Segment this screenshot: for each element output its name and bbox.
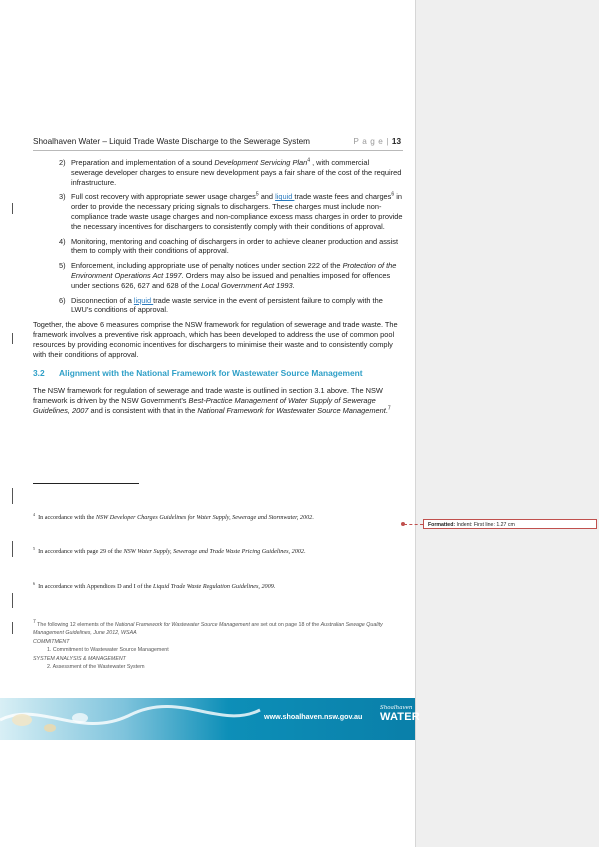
list-item: 3) Full cost recovery with appropriate sewer usage charges$^5$ and liquid trade waste fees and charges$^6$ in order to provide the necessary pricing signals to dischargers. These charges must include non-compliance trade waste usage charges and non-compliance excess mass charges in order to provide the necessary incentives for dischargers to consistently comply with their conditions of approval.	[59, 191, 403, 231]
footnote: $^4$ In accordance with the NSW Developer Charges Guidelines for Water Supply, Sewerage and Stormwater, 2002.	[33, 511, 314, 521]
change-bar	[12, 541, 13, 557]
tracked-insertion-link[interactable]: liquid	[275, 192, 295, 202]
list-item: 2) Preparation and implementation of a sound Development Servicing Plan$^4$ , with commercial sewerage developer charges to ensure new development pays a fair share of the cost of the required infrastructure.	[59, 157, 402, 187]
change-bar	[12, 488, 13, 504]
paragraph: Together, the above 6 measures comprise the NSW framework for regulation of sewerage and trade waste. The framework involves a preventive risk approach, which has been developed to address the use of common pool resources by providing economic incentives for dischargers to minimise their waste and to consistently comply with their conditions of approval.	[33, 320, 398, 359]
footnote-7: $^7$ The following 12 elements of the National Framework for Wastewater Source Management are set out on page 18 of the Australian Sewage Quality Management Guidelines, June 2012, WSAA COMMITMENT 1. Commitment to Wastewater Source Management SYSTEM ANALYSIS & MANAGEMENT 2. Assessment of the Wastewater System	[33, 619, 383, 671]
page-number-label: P a g e | 13	[353, 137, 401, 146]
footnote: $^5$ In accordance with page 29 of the NSW Water Supply, Sewerage and Trade Waste Pricing Guidelines, 2002.	[33, 545, 306, 555]
formatting-comment-balloon[interactable]: Formatted: Indent: First line: 1.27 cm	[423, 519, 597, 529]
page-number: 13	[391, 137, 401, 146]
change-bar	[12, 593, 13, 608]
website-url: www.shoalhaven.nsw.gov.au	[264, 712, 363, 721]
footnote-separator	[33, 483, 139, 484]
numbered-list	[33, 158, 403, 315]
change-bar	[12, 203, 13, 214]
shell-decoration	[0, 690, 270, 745]
list-item: 5) Enforcement, including appropriate use of penalty notices under section 222 of the Protection of the Environment Operations Act 1997. Orders may also be issued and penalties imposed for offences under sections 626, 627 and 628 of the Local Government Act 1993.	[59, 261, 397, 290]
shoalhaven-water-logo: Shoalhaven WATER	[380, 705, 420, 723]
comment-connector	[404, 524, 423, 525]
comments-margin-pane	[415, 0, 599, 847]
change-bar	[12, 333, 13, 344]
paragraph: The NSW framework for regulation of sewerage and trade waste is outlined in section 3.1 above. The NSW framework is driven by the NSW Government’s Best-Practice Management of Water Supply of Sewerage Guidelines, 2007 and is consistent with that in the National Framework for Wastewater Source Management.$^7$	[33, 386, 391, 415]
document-body	[33, 158, 403, 424]
list-item: 4) Monitoring, mentoring and coaching of dischargers in order to achieve cleaner production and assist them to comply with their conditions of approval.	[59, 236, 399, 256]
footnote: $^6$ In accordance with Appendices D and I of the Liquid Trade Waste Regulation Guidelines, 2009.	[33, 580, 276, 590]
list-item: 6) Disconnection of a liquid trade waste service in the event of persistent failure to comply with the LWU’s conditions of approval.	[59, 295, 383, 315]
section-heading: 3.2 Alignment with the National Framework for Wastewater Source Management	[33, 368, 363, 379]
page-header	[33, 136, 403, 151]
header-title: Shoalhaven Water – Liquid Trade Waste Discharge to the Sewerage System	[33, 137, 311, 146]
change-bar	[12, 622, 13, 634]
tracked-insertion-link[interactable]: liquid	[133, 295, 154, 305]
